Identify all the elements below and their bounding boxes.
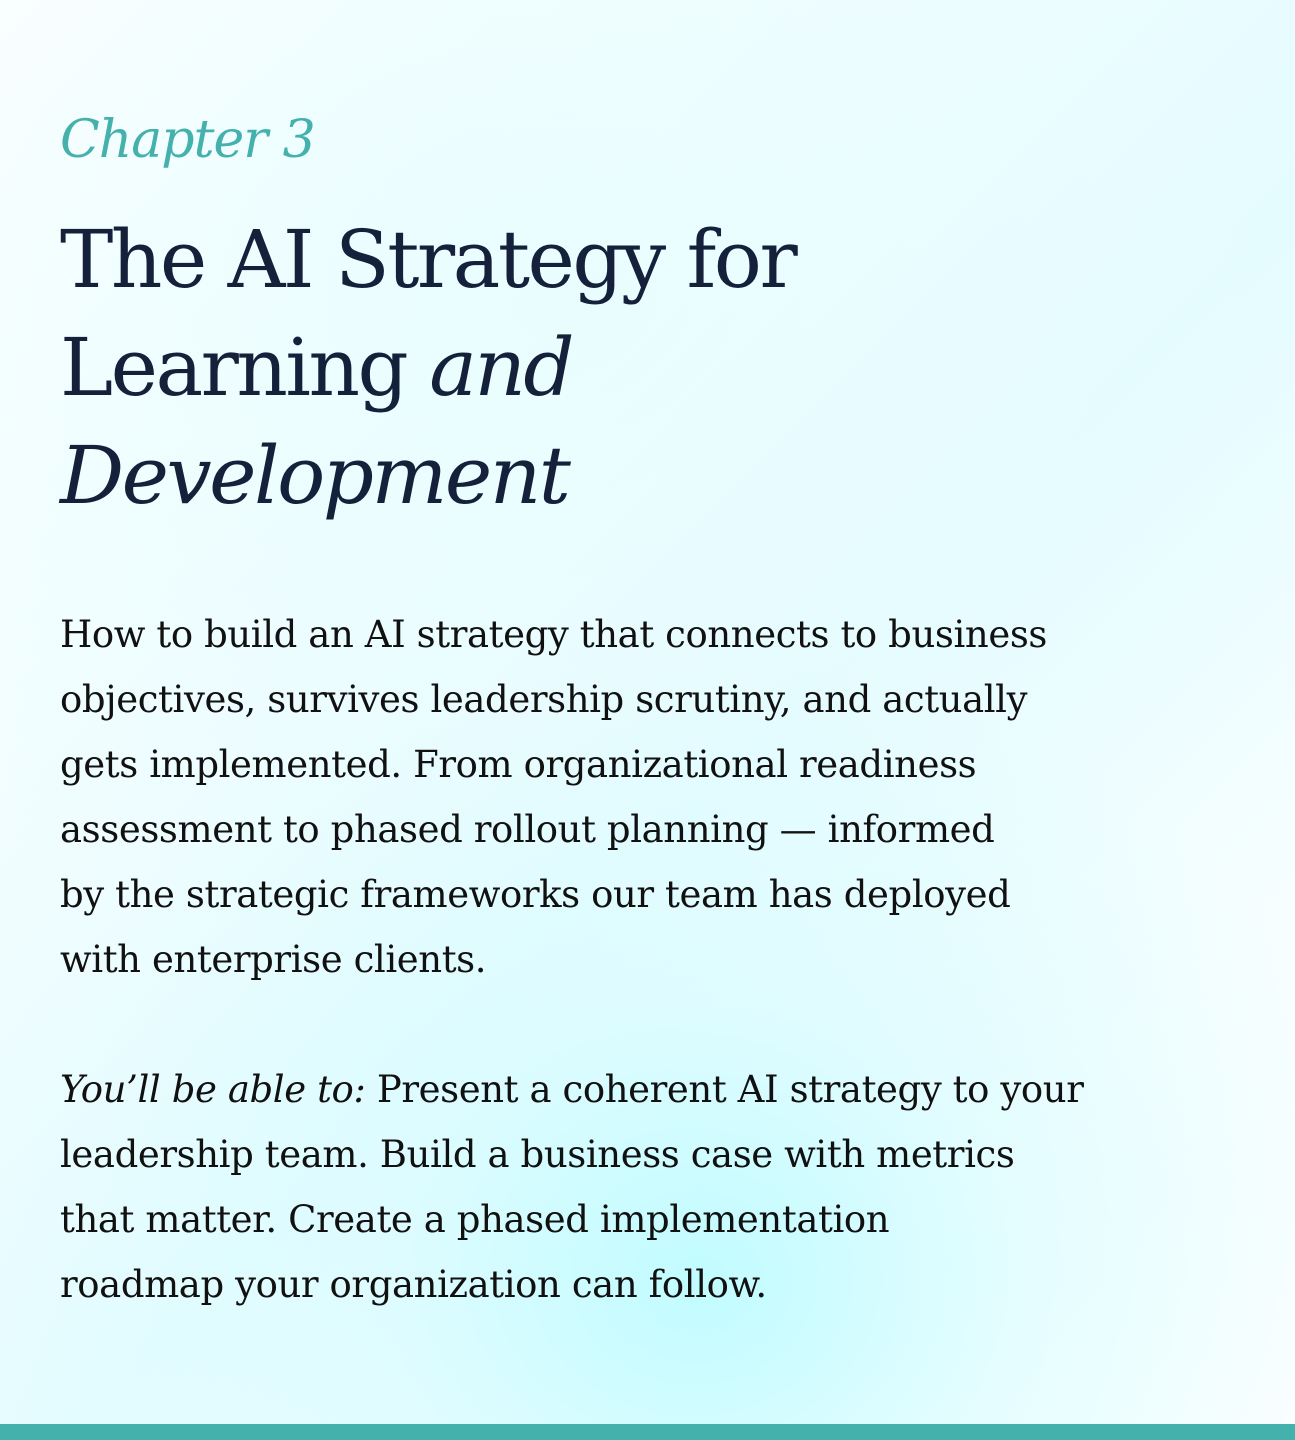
outcomes-line (60, 1057, 1260, 1122)
outcomes-line-1-text: Present a coherent AI strategy to your (365, 1068, 1084, 1111)
description-line: objectives, survives leadership scrutiny, and actually (60, 678, 1028, 721)
chapter-title-learning: Learning (60, 321, 430, 414)
chapter-title-line-3 (60, 422, 1240, 530)
chapter-title-line-2 (60, 314, 1240, 422)
description-line: with enterprise clients. (60, 938, 487, 981)
outcomes-line: that matter. Create a phased implementation (60, 1198, 890, 1241)
learning-outcomes (60, 1057, 1260, 1317)
description-line: gets implemented. From organizational readiness (60, 743, 977, 786)
bottom-accent-bar (0, 1424, 1295, 1440)
chapter-label: Chapter 3 (60, 110, 315, 170)
chapter-title-line-1: The AI Strategy for (60, 213, 796, 306)
chapter-title-development: Development (60, 429, 569, 522)
outcomes-line: roadmap your organization can follow. (60, 1263, 767, 1306)
outcomes-line: leadership team. Build a business case with metrics (60, 1133, 1015, 1176)
description-line: How to build an AI strategy that connects to business (60, 613, 1047, 656)
description-line: assessment to phased rollout planning — informed (60, 808, 995, 851)
chapter-title (60, 206, 1240, 530)
outcomes-lead: You’ll be able to: (60, 1068, 366, 1111)
chapter-description (60, 602, 1260, 992)
chapter-title-and: and (429, 321, 573, 414)
description-line: by the strategic frameworks our team has deployed (60, 873, 1011, 916)
